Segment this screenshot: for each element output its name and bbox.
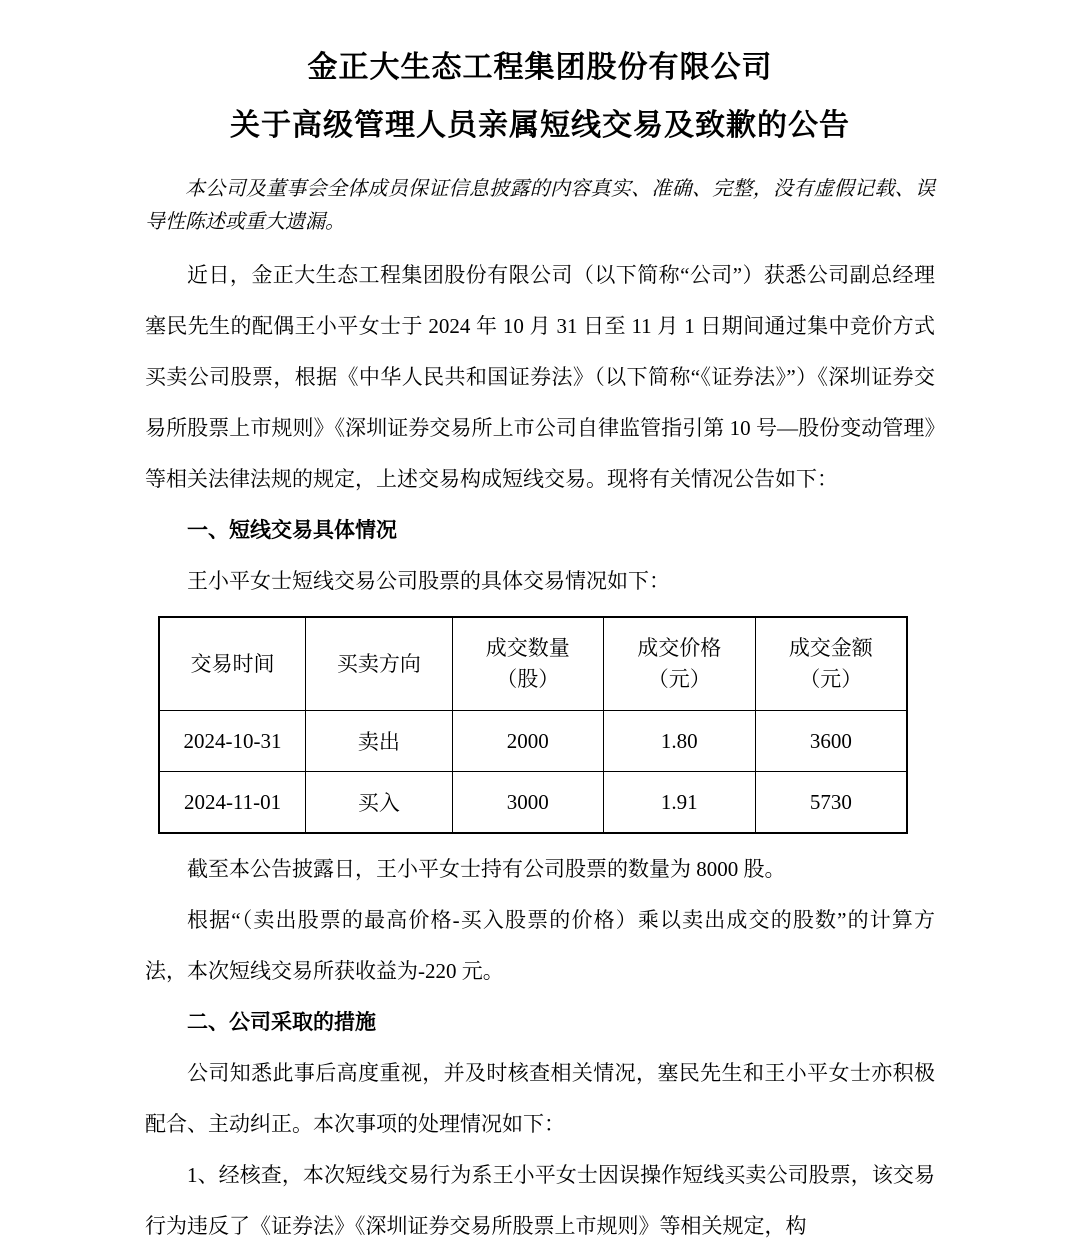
section2-heading: 二、公司采取的措施 (187, 1011, 376, 1034)
table-row (159, 772, 907, 834)
cell-volume: 2000 (452, 711, 603, 772)
company-name-title: 金正大生态工程集团股份有限公司 (307, 51, 773, 84)
holding-note-paragraph: 截至本公告披露日，王小平女士持有公司股票的数量为 8000 股。 (187, 857, 786, 881)
table-row (159, 711, 907, 772)
cell-direction: 卖出 (306, 711, 453, 772)
company-response-paragraph: 公司知悉此事后高度重视，并及时核查相关情况，塞民先生和王小平女士亦积极配合、主动纠正。本次事项的处理情况如下： (145, 1061, 935, 1136)
table-header-row (159, 617, 907, 711)
cell-price: 1.91 (603, 772, 755, 834)
header-label: 成交金额 (788, 636, 873, 660)
profit-calculation-paragraph: 根据“（卖出股票的最高价格-买入股票的价格）乘以卖出成交的股数”的计算方法，本次短线交易所获收益为-220 元。 (145, 908, 935, 983)
header-label: 成交价格 (637, 636, 722, 660)
header-label: 买卖方向 (336, 651, 421, 676)
cell-amount: 5730 (755, 772, 907, 834)
header-cell-trade-date (159, 617, 306, 711)
cell-trade-date: 2024-11-01 (159, 772, 306, 834)
header-cell-amount (755, 617, 907, 711)
header-unit: （股） (496, 667, 560, 691)
trade-details-table (158, 616, 908, 834)
announcement-title: 关于高级管理人员亲属短线交易及致歉的公告 (230, 109, 850, 142)
section1-heading: 一、短线交易具体情况 (187, 519, 397, 542)
header-unit: （元） (799, 667, 863, 691)
intro-paragraph: 近日，金正大生态工程集团股份有限公司（以下简称“公司”）获悉公司副总经理塞民先生的配偶王小平女士于 2024 年 10 月 31 日至 11 月 1 日期间通过集中竞价方式买卖公司股票，根据《中华人民共和国证券法》（以下简称“《证券法》”）《深圳证券交易所股票上市规则》《深圳证券交易所上市公司自律监管指引第 10 号—股份变动管理》等相关法律法规的规定，上述交易构成短线交易。现将有关情况公告如下： (145, 263, 935, 491)
header-cell-direction (306, 617, 453, 711)
header-unit: （元） (647, 667, 711, 691)
cell-amount: 3600 (755, 711, 907, 772)
verification-result-paragraph: 1、经核查，本次短线交易行为系王小平女士因误操作短线买卖公司股票，该交易行为违反了《证券法》《深圳证券交易所股票上市规则》等相关规定，构 (145, 1163, 935, 1238)
cell-trade-date: 2024-10-31 (159, 711, 306, 772)
header-label: 成交数量 (485, 636, 570, 660)
header-label: 交易时间 (190, 651, 275, 676)
section1-lead-paragraph: 王小平女士短线交易公司股票的具体交易情况如下： (187, 569, 670, 593)
header-cell-price (603, 617, 755, 711)
board-disclaimer-paragraph: 本公司及董事会全体成员保证信息披露的内容真实、准确、完整，没有虚假记载、误导性陈述或重大遗漏。 (145, 178, 935, 233)
cell-volume: 3000 (452, 772, 603, 834)
cell-price: 1.80 (603, 711, 755, 772)
cell-direction: 买入 (306, 772, 453, 834)
header-cell-volume (452, 617, 603, 711)
